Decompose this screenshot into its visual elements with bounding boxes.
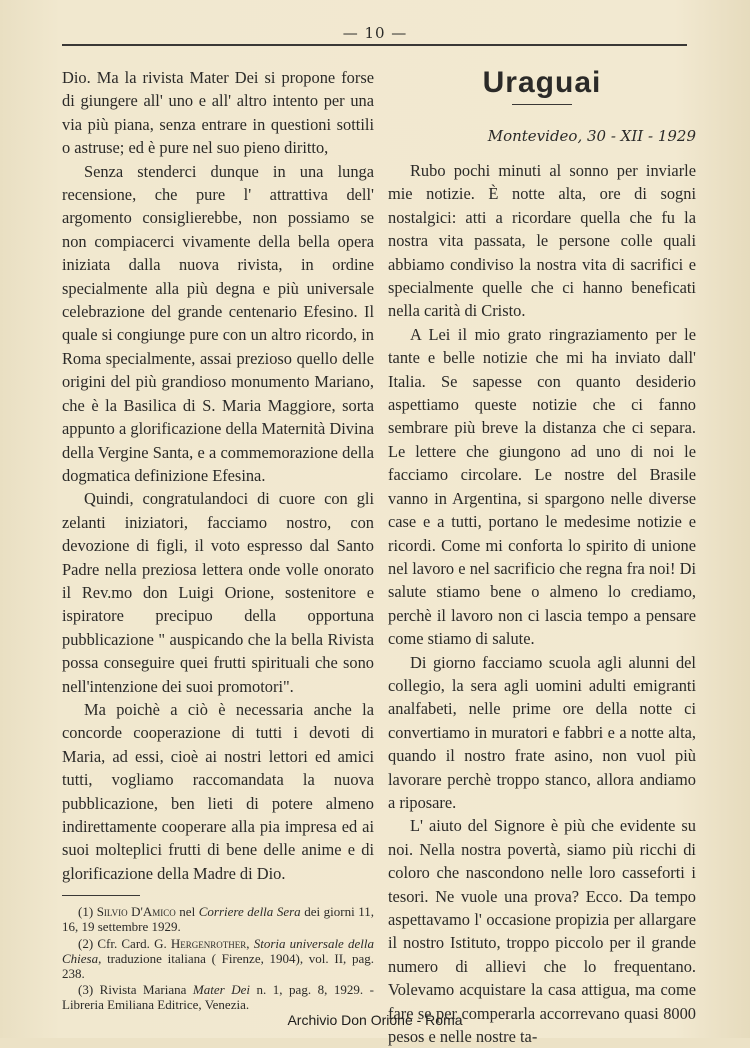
article-heading — [388, 66, 696, 105]
paragraph: Quindi, congratulandoci di cuore con gli zelanti iniziatori, facciamo nostro, con devozione di figli, il voto espresso dal Santo Padre nella preziosa lettera onde volle onorato il Rev.mo don Luigi Orione, sostenitore e ispiratore precipuo della opportuna pubblicazione " auspicando che la bella Rivista possa conseguire quei frutti spirituali che sono nell'intenzione dei suoi promotori". — [62, 489, 374, 696]
footnote-2: (2) Cfr. Card. G. Hergenrother, Storia universale della Chiesa, traduzione italiana ( Firenze, 1904), vol. II, pag. 238. — [62, 935, 374, 982]
paragraph: Di giorno facciamo scuola agli alunni del collegio, la sera agli uomini adulti emigranti analfabeti, nelle prime ore della notte ci convertiamo in muratori e fabbri e a notte alta, quando il nostro frate asino, non vuol più lavorare perchè troppo stanco, allora andiamo a riposare. — [388, 652, 696, 812]
paragraph: Dio. Ma la rivista Mater Dei si propone forse di giungere all' uno e all' altro intento per una via più piana, senza entrare in questioni sottili o astruse; ed è pure nel suo pieno diritto, — [62, 68, 374, 158]
header-rule — [62, 44, 687, 46]
footnotes — [62, 904, 374, 1012]
paragraph: Senza stenderci dunque in una lunga recensione, che pure l' attrattiva dell' argomento consiglierebbe, non possiamo se non compiacerci vivamente della bella opera iniziata dalla nuova rivista, in ordine specialmente alla più degna e più universale celebrazione del grande centenario Efesino. Il quale si congiunge pure con un altro ricordo, in Roma specialmente, assai prezioso quello delle origini del più grandioso monumento Mariano, che è la Basilica di S. Maria Maggiore, sorta appunto a glorificazione della Maternità Divina della Vergine Santa, e a commemorazione della dogmatica definizione Efesina. — [62, 161, 374, 485]
left-column — [62, 66, 374, 1014]
paragraph: L' aiuto del Signore è più che evidente su noi. Nella nostra povertà, siamo più ricchi di coloro che nascondono nelle loro casseforti i tesori. Ne vuole una prova? Ecco. Da tempo aspettavamo l' occasione propizia per allargare il nostro Istituto, troppo piccolo per il grande numero di allievi che lo frequentano. Volevamo acquistare la casa attigua, ma come fare se per comperarla accorrevano quasi 8000 pesos e nelle nostre ta- — [388, 816, 696, 1047]
right-column-text — [388, 159, 696, 1048]
paragraph: Ma poichè a ciò è necessaria anche la concorde cooperazione di tutti i devoti di Maria, ad essi, cioè ai nostri lettori ed amici tutti, vogliamo raccomandata la nuova pubblicazione, ben lieti di potere almeno indirettamente cooperare alla pia impresa ed ai suoi molteplici frutti di bene delle anime e di glorificazione della Madre di Dio. — [62, 699, 374, 883]
archive-footer: Archivio Don Orione - Roma — [287, 1012, 463, 1028]
dateline: Montevideo, 30 - XII - 1929 — [487, 127, 696, 145]
right-column — [388, 66, 696, 1048]
title-rule — [512, 104, 572, 105]
footnote-rule — [62, 895, 140, 896]
article-title: Uraguai — [482, 66, 602, 99]
left-column-text — [62, 66, 374, 885]
paragraph: A Lei il mio grato ringraziamento per le tante e belle notizie che mi ha inviato dall' Italia. Se sapesse con quanto desiderio aspettiamo queste notizie che ci fanno sembrare più breve la distanza che ci separa. Le lettere che giungono ad uno di noi le facciamo circolare. Le nostre del Brasile vanno in Argentina, si spargono nelle diverse case e a tutti, portano le medesime notizie e ricordi. Come mi conforta lo spirito di unione nel lavoro e nel sacrificio che regna fra noi! Di salute stiamo bene o almeno lo crediamo, perchè il lavoro non ci lascia tempo a pensare come stiamo di salute. — [388, 324, 696, 649]
page-number: — 10 — — [342, 24, 408, 42]
paragraph: Rubo pochi minuti al sonno per inviarle mie notizie. È notte alta, ore di sogni nostalgici: atti a ricordare quella che fu la nostra vita passata, le persone colle quali abbiamo condiviso la nostra vita di sacrifici e specialmente quelle che ci hanno beneficati nella carità di Cristo. — [388, 161, 696, 321]
footnote-1: (1) Silvio D'Amico nel Corriere della Sera dei giorni 11, 16, 19 settembre 1929. — [62, 904, 374, 935]
footnote-3: (3) Rivista Mariana Mater Dei n. 1, pag. 8, 1929. - Libreria Emiliana Editrice, Venezia. — [62, 982, 374, 1013]
